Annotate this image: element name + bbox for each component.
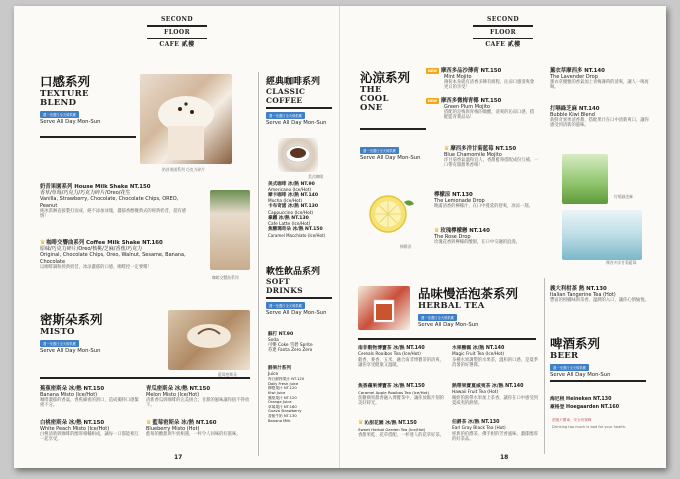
menu-page-18 <box>340 6 666 468</box>
misto-item: ♛藍莓密斯朵 冰/熱 NT.160 Blueberry Misto (Hot) 藍莓的酸甜與牛奶相遇，一杯令人回味的好滋味。 <box>146 419 241 438</box>
tea-item: 焦香蘋果博寶茶 冰/熱 NT.150 Caramel Apple Rooibos Tea (Ice/Hot) 焦糖蘋果甜香融入博寶茶中，讓你放鬆片刻的美好時光。 <box>358 384 444 407</box>
soda-list: 蘇打 NT.90 Soda 可樂 Coke 雪碧 Sprite 芬達 Fanta Zero Zero <box>268 332 313 354</box>
crown-icon: ♛ <box>40 239 46 246</box>
kiwi-photo <box>562 154 608 204</box>
coffee-photo <box>278 138 318 172</box>
mojito-item: ♛摩西多洋甘菊藍莓 NT.150 Blue Chamomile Mojito 洋甘菊香氣溫和宜人，香甜藍莓搭配成份互補，一口帶有甜甜果香喝！ <box>444 145 539 169</box>
rose-drop-item: ♛玫瑰檸檬戀 NT.140 The Rose Drop 玫瑰花香與檸檬的酸甜，在口中交融的浪漫。 <box>434 227 520 246</box>
lavender-item: 薰衣草摩西多 NT.140 The Lavender Drop 薰衣草優雅的香氣加上青梅薄荷的清爽，讓人一喝再喝。 <box>550 68 649 91</box>
beer-list: 海尼根 Heineken NT.130 豪格登 Hoegaarden NT.160 <box>550 397 620 410</box>
brand-logo: SECOND FLOOR CAFE 貳樓 <box>473 16 533 48</box>
classic-coffee-header: 經典咖啡系列 CLASSIC COFFEE 週一至週日全天候供應 Serve All Day Mon-Sun <box>266 74 332 126</box>
tea-item: 熱帶果實夏威夷茶 冰/熱 NT.140 Hawaii Fruit Tea (Hot) 繽紛的熱帶水果加上茶香，讓你在口中感受到夏威夷的熱情。 <box>452 384 538 407</box>
menu-page-17 <box>14 6 340 468</box>
tea-item: 水果糖霜 冰/熱 NT.140 Magic Fruit Tea (Ice/Hot) 多種水果調製的水果茶，溫和的口感，是夏季消暑的好選擇。 <box>452 346 538 369</box>
cool-section-header: 沁涼系列 THE COOL ONE <box>360 70 411 113</box>
lemonade-item: 檸檬涼 NT.130 The Lemonade Drop 飽滿清香的檸檬汁，在口中蔓延的舒爽，冰涼一刻。 <box>434 192 533 210</box>
tea-photo <box>358 286 410 330</box>
photo-caption: 咖啡交響曲系列 <box>212 275 239 280</box>
photo-caption: 美式咖啡 <box>308 174 324 179</box>
menu-spread <box>14 6 666 468</box>
photo-caption: 打嗝綠芝麻 <box>614 194 633 199</box>
chamomile-photo <box>562 210 642 260</box>
house-milk-shake-item: 奶昔果園系列 House Milk Shake NT.150 香草/草莓/巧克力/巧克力碎片/Oreo/花生 Vanilla, Strawberry, Chocolate, Chocolate Chips, OREO, Peanut 純冰淇淋直接製打而成，絕不添加冰塊，濃郁香醇餐典式的經典奶昔，超有感情！ <box>40 184 187 219</box>
crown-icon: ♛ <box>444 145 450 152</box>
tea-item: ♛沁甜花園 冰/熱 NT.150 Sweet Herbal Garden Tea (Ice/Hot) 香甜果乾、花草搭配，一杯迷人的花草好茶。 <box>358 419 444 439</box>
page-number: 17 <box>174 454 183 461</box>
crown-icon: ♛ <box>434 227 440 234</box>
drinking-warning-en: Drinking too much is bad for your health. <box>552 425 627 429</box>
soft-drinks-header: 軟性飲品系列 SOFT DRINKS 週一至週日全天候供應 Serve All Day Mon-Sun <box>266 264 332 316</box>
coffee-milk-shake-item: ♛咖啡交響曲系列 Coffee Milk Shake NT.160 原味/巧克力碎片/Oreo/核桃/芝麻/香蕉/巧克力 Original, Chocolate Chips, Oreo, Walnut, Sesame, Banana, Chocolate 以咖啡調和經典奶昔，冰涼濃郁的口感，咖啡控一定要嚐！ <box>40 239 186 270</box>
drinking-warning-cn: 酒後不開車，安全有保障 <box>552 418 592 422</box>
cool-serve-label: 週一至週日全天候供應 Serve All Day Mon-Sun <box>360 149 421 161</box>
crown-icon: ♛ <box>146 419 152 426</box>
herbal-tea-header: 品味慢活泡茶系列 HERBAL TEA 週一至週日全天候供應 Serve All Day Mon-Sun <box>418 286 519 328</box>
misto-item: 白桃密斯朵 冰/熱 NT.150 White Peach Misto (Ice/Hot) 白桃清新與咖啡的醇厚相輔相成，讓每一口都能相互一起享受。 <box>40 420 139 443</box>
tea-item: 南非穀物博寶茶 冰/熱 NT.140 Cereals Rooibos Tea (Ice/Hot) 穀香、麥香、五米、融合南非博寶茶的清爽，讓你享受健康又溫暖。 <box>358 346 444 369</box>
misto-section-header: 密斯朵系列 MISTO 週一至週日全天候供應 Serve All Day Mon-Sun <box>40 312 103 354</box>
kiwi-item: 打嗝綠芝麻 NT.140 Bubble Kiwi Blend 新鮮奇異果清香甜，搭配果汁在口中清新爽口，讓你感受到清新的滋味。 <box>550 106 649 129</box>
brand-logo: SECOND FLOOR CAFE 貳樓 <box>147 16 207 48</box>
mojito-item: NEW 摩西多微梅青椰 NT.150 Green Plum Mojito 搭配的是梅與青梅的微酸，清爽的沁涼口感，搭配監青菜品品！ <box>428 98 535 121</box>
photo-caption: 奶昔果園系列 巧克力碎片 <box>162 167 205 172</box>
crown-icon: ♛ <box>358 419 364 426</box>
misto-item: 青瓜密斯朵 冰/熱 NT.150 Melon Misto (Ice/Hot) 清新香瓜與咖啡的完美組合，甘甜的風味讓你捨不得放下。 <box>146 386 250 409</box>
juice-list: 鮮果汁系列 Juice 每日鮮榨果汁 NT.120 Daily Fresh Juice 柳橙果汁 NT.120 Kiwi Juice 鳳梨果汁 NT.120 Orange Juice 草莓果汁 NT.160 Guava Strawberry 香蕉牛奶 NT.130 Banana Milk <box>268 366 305 423</box>
coffee-shake-photo <box>210 190 250 270</box>
mojito-item: NEW 摩西多品沙薄荷 NT.150 Mint Mojito 薄荷本身就有清香多陳有組程，沁涼口感清爽會更日的享受！ <box>428 68 535 91</box>
misto-item: 蕉蕉密斯朵 冰/熱 NT.150 Banana Misto (Ice/Hot) 咖啡濃郁的香氣，香蕉細密的滑口，造成獨特口感緊密不分。 <box>40 386 139 409</box>
tangerine-tea-item: 義大利柑茶 熱 NT.130 Italian Tangerine Tea (Hot) 豐富的柑橘味與茶香，溫潤的入口，讓你心情愉悅。 <box>550 286 649 304</box>
tea-item: 伯爵茶 冰/熱 NT.130 Earl Gray Black Tea (Hot) 經典的伯爵茶，佛手柑的芳香風味，濃郁醇厚的好茶品。 <box>452 420 538 443</box>
milkshake-photo <box>140 74 232 164</box>
page-number: 18 <box>500 454 509 461</box>
lemonade-photo <box>358 184 422 244</box>
beer-section-header: 啤酒系列 BEER 週一至週日全天候供應 Serve All Day Mon-Sun <box>550 336 611 378</box>
photo-caption: 檸檬涼 <box>400 244 412 249</box>
photo-caption: 藍莓密斯朵 <box>218 372 237 377</box>
texture-section-header: 口感系列 TEXTURE BLEND 週一至週日全天候供應 Serve All Day Mon-Sun <box>40 74 101 125</box>
misto-photo <box>168 310 250 370</box>
photo-caption: 摩西多洋甘菊藍莓 <box>606 260 637 265</box>
coffee-list: 美式咖啡 冰/熱 NT.90 Americano (Ice/Hot) 摩卡咖啡 冰/熱 NT.140 Mocha (Ice/Hot) 卡布奇諾 冰/熱 NT.130 Cappuccino (Ice/Hot) 拿鐵 冰/熱 NT.130 Cafe Latte (Ice/Hot) 焦糖瑪奇朵 冰/熱 NT.150 Caramel Macchiato (Ice/Hot) <box>268 182 326 239</box>
